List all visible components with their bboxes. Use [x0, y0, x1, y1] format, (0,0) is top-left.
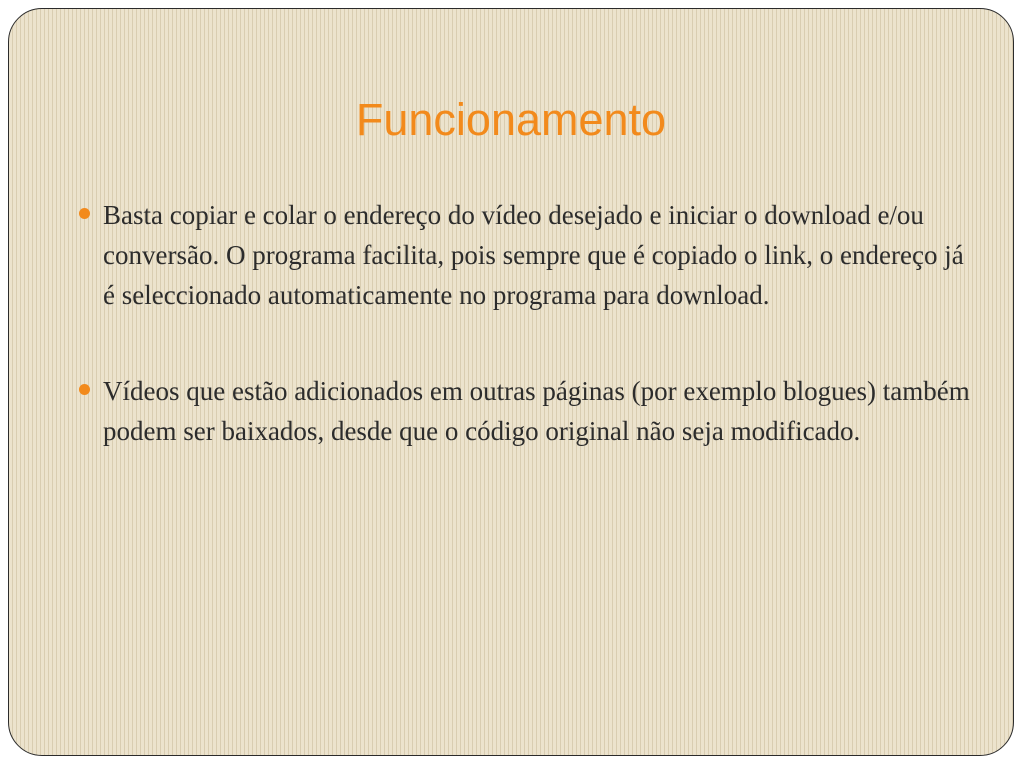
slide-title: Funcionamento [355, 94, 667, 145]
bullet-dot-icon [79, 208, 90, 219]
bullet-item [79, 371, 979, 451]
bullet-item [79, 195, 979, 315]
bullet-dot-icon [79, 384, 90, 395]
bullet-text: Vídeos que estão adicionados em outras páginas (por exemplo blogues) também podem ser baixados, desde que o código original não seja modificado. [103, 376, 970, 446]
slide [8, 8, 1014, 756]
bullet-list [79, 195, 979, 451]
bullet-text: Basta copiar e colar o endereço do vídeo desejado e iniciar o download e/ou conversão. O programa facilita, pois sempre que é copiado o link, o endereço já é seleccionado automaticamente no programa para download. [103, 200, 964, 310]
